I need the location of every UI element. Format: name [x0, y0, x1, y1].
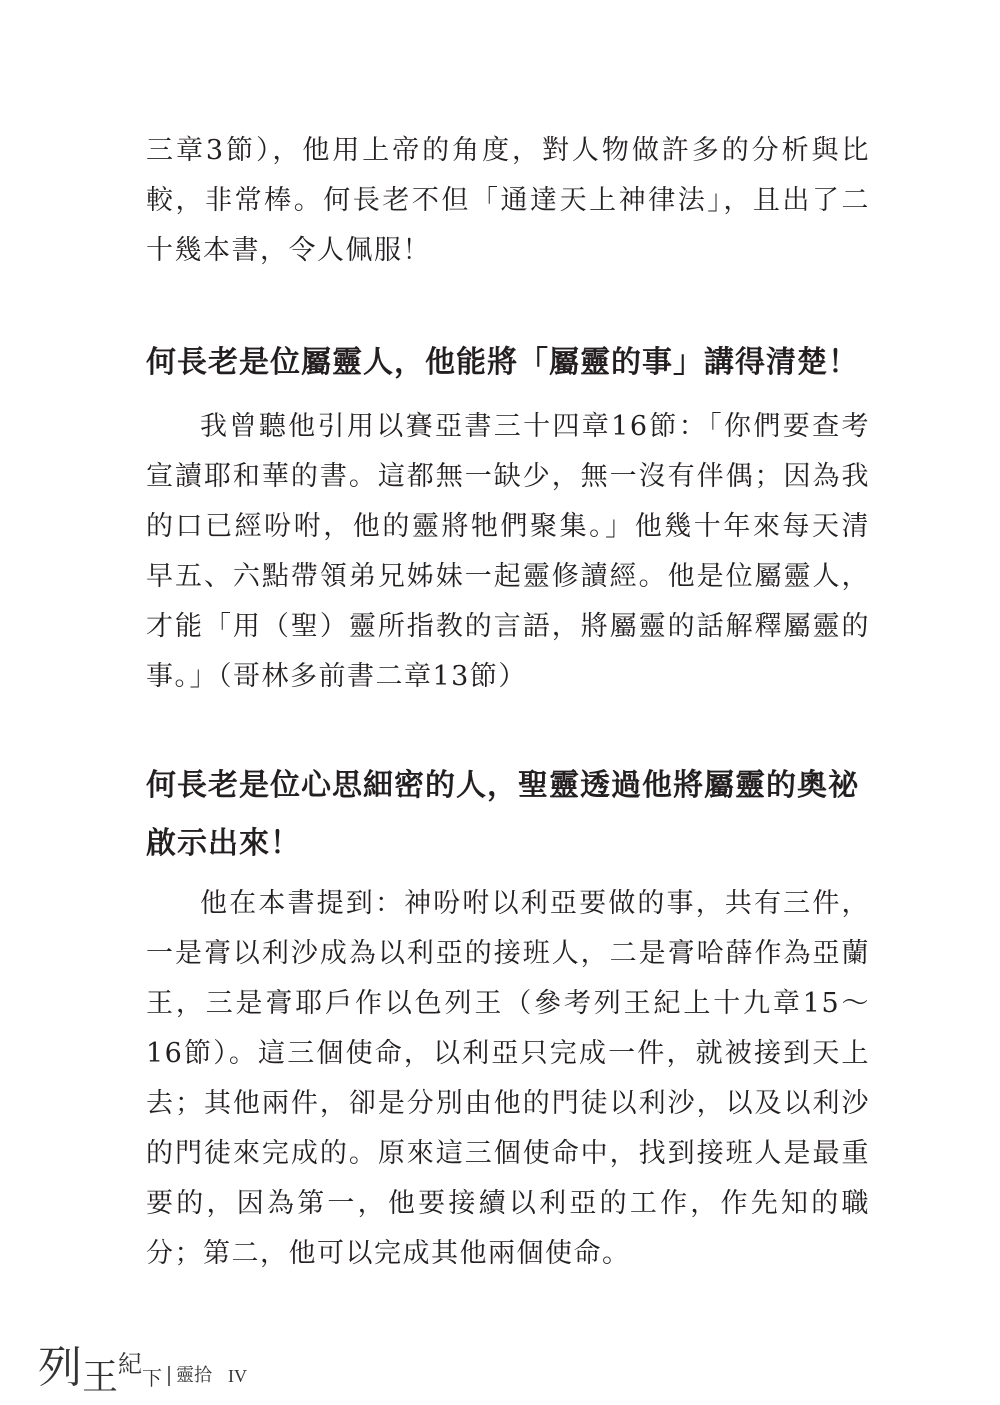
book-title-char: 紀 [118, 1350, 143, 1378]
page-footer [38, 1330, 248, 1398]
body-paragraph: 他在本書提到：神吩咐以利亞要做的事，共有三件，一是膏以利沙成為以利亞的接班人，二是膏哈薛作為亞蘭王，三是膏耶戶作以色列王（參考列王紀上十九章15～16節）。這三個使命，以利亞只完成一件，就被接到天上去；其他兩件，卻是分別由他的門徒以利沙，以及以利沙的門徒來完成的。原來這三個使命中，找到接班人是最重要的，因為第一，他要接續以利亞的工作，作先知的職分；第二，他可以完成其他兩個使命。 [146, 888, 870, 1269]
book-title-char: 王 [82, 1357, 119, 1398]
section-name: 靈拾 [176, 1365, 213, 1386]
body-paragraph: 我曾聽他引用以賽亞書三十四章16節：「你們要查考宣讀耶和華的書。這都無一缺少，無一沒有伴偶；因為我的口已經吩咐，他的靈將牠們聚集。」他幾十年來每天清早五、六點帶領弟兄姊妹一起靈修讀經。他是位屬靈人，才能「用（聖）靈所指教的言語，將屬靈的話解釋屬靈的事。」（哥林多前書二章13節） [146, 411, 870, 692]
section-heading: 何長老是位心思細密的人，聖靈透過他將屬靈的奧祕啟示出來！ [146, 768, 859, 861]
body-paragraph: 三章3節），他用上帝的角度，對人物做許多的分析與比較，非常棒。何長老不但「通達天上神律法」，且出了二十幾本書，令人佩服！ [146, 135, 870, 266]
book-title [38, 1342, 163, 1398]
footer-divider [168, 1366, 170, 1386]
section-heading: 何長老是位屬靈人，他能將「屬靈的事」講得清楚！ [146, 345, 859, 380]
page-number: IV [228, 1366, 248, 1386]
book-title-char: 下 [142, 1366, 163, 1390]
book-title-char: 列 [38, 1342, 82, 1393]
page-body [146, 126, 870, 1279]
